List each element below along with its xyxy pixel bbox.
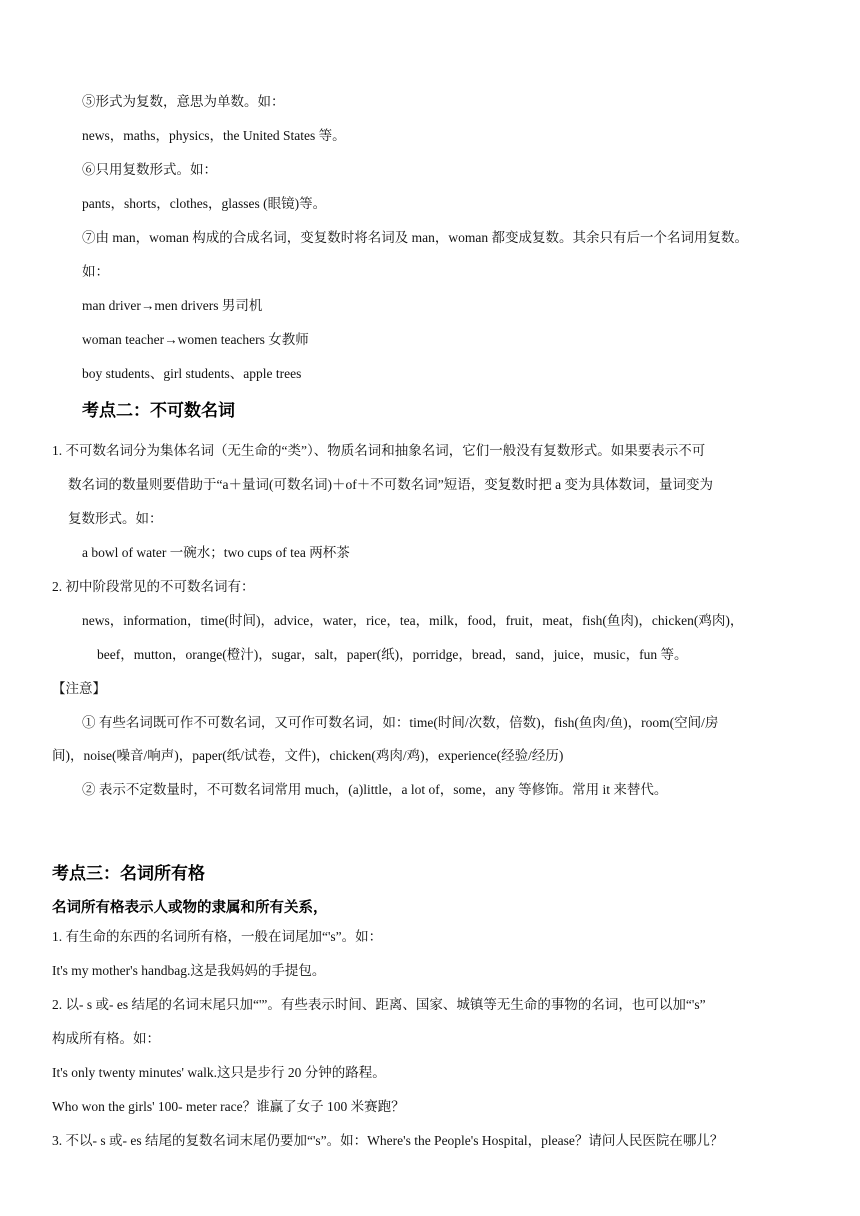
section-heading: 考点三：名词所有格 (52, 864, 205, 884)
list-line: news，information，time(时间)，advice，water，rice，tea，milk，food，fruit，meat，fish(鱼肉)，chicken(鸡肉)， (82, 613, 744, 628)
note-line: ① 有些名词既可作不可数名词，又可作可数名词，如：time(时间/次数，倍数)，fish(鱼肉/鱼)，room(空间/房 (82, 715, 719, 730)
text-line: 2. 初中阶段常见的不可数名词有： (52, 579, 255, 594)
text-line: 构成所有格。如： (52, 1031, 160, 1046)
text-line: 1. 不可数名词分为集体名词（无生命的“类”）、物质名词和抽象名词，它们一般没有复数形式。如果要表示不可 (52, 443, 706, 458)
text-line: ⑤形式为复数，意思为单数。如： (82, 94, 285, 109)
text-line: Who won the girls' 100- meter race？谁赢了女子 100 米赛跑？ (52, 1099, 405, 1114)
text-line: ⑥只用复数形式。如： (82, 162, 217, 177)
text-line: 数名词的数量则要借助于“a＋量词(可数名词)＋of＋不可数名词”短语，变复数时把 a 变为具体数词，量词变为 (68, 477, 713, 492)
section-heading: 考点二：不可数名词 (82, 401, 235, 421)
text-line: ⑦由 man，woman 构成的合成名词，变复数时将名词及 man，woman 都变成复数。其余只有后一个名词用复数。 (82, 230, 748, 245)
text-line: 如： (82, 264, 109, 279)
text-line: man driver→men drivers 男司机 (82, 298, 263, 313)
note-title: 【注意】 (52, 681, 106, 696)
text-line: 复数形式。如： (68, 511, 163, 526)
section-subheading: 名词所有格表示人或物的隶属和所有关系， (52, 900, 328, 916)
text-line: boy students、girl students、apple trees (82, 366, 302, 381)
text-line: 3. 不以- s 或- es 结尾的复数名词末尾仍要加“'s”。如：Where's the People's Hospital，please？请问人民医院在哪儿？ (52, 1133, 724, 1148)
text-line: news，maths，physics，the United States 等。 (82, 128, 346, 143)
text-line: It's my mother's handbag.这是我妈妈的手提包。 (52, 963, 326, 978)
example-line: a bowl of water 一碗水；two cups of tea 两杯茶 (82, 545, 350, 560)
text-line: pants，shorts，clothes，glasses (眼镜)等。 (82, 196, 327, 211)
text-line: It's only twenty minutes' walk.这只是步行 20 分钟的路程。 (52, 1065, 386, 1080)
text-line: woman teacher→women teachers 女教师 (82, 332, 309, 347)
text-line: 2. 以- s 或- es 结尾的名词末尾只加“'”。有些表示时间、距离、国家、城镇等无生命的事物的名词，也可以加“'s” (52, 997, 706, 1012)
text-line: 1. 有生命的东西的名词所有格，一般在词尾加“'s”。如： (52, 929, 383, 944)
note-line: 间)，noise(噪音/响声)，paper(纸/试卷，文件)，chicken(鸡肉/鸡)，experience(经验/经历) (52, 748, 564, 763)
list-line: beef，mutton，orange(橙汁)，sugar，salt，paper(纸)，porridge，bread，sand，juice，music，fun 等。 (97, 647, 688, 662)
note-line: ② 表示不定数量时，不可数名词常用 much，(a)little，a lot of，some，any 等修饰。常用 it 来替代。 (82, 782, 668, 797)
